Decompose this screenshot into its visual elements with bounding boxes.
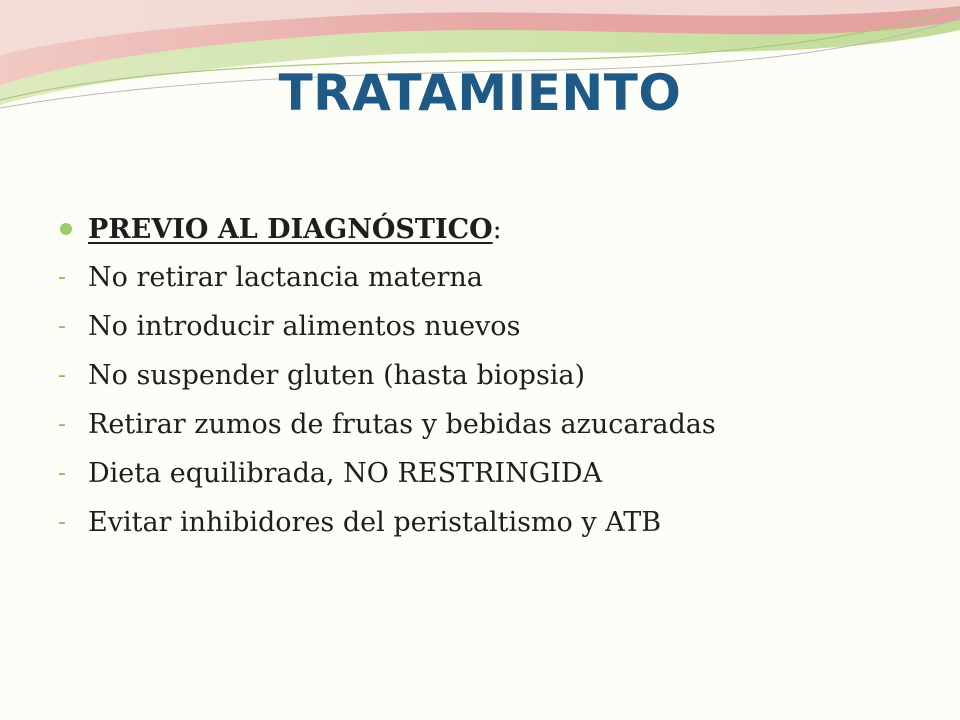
dash-icon: - (58, 314, 66, 339)
list-item (58, 400, 938, 449)
dash-icon: - (58, 265, 66, 290)
bullet-dot-icon (60, 223, 72, 235)
dash-icon: - (58, 510, 66, 535)
list-item-text: Retirar zumos de frutas y bebidas azucaradas (88, 409, 716, 440)
dash-icon: - (58, 412, 66, 437)
section-heading: PREVIO AL DIAGNÓSTICO (88, 213, 493, 245)
page-title: TRATAMIENTO (278, 64, 682, 122)
list-item (58, 302, 938, 351)
dash-icon: - (58, 363, 66, 388)
list-item (58, 351, 938, 400)
dash-icon: - (58, 461, 66, 486)
treatment-list (58, 253, 938, 547)
section-heading-colon: : (492, 213, 502, 245)
list-item (58, 449, 938, 498)
list-item-text: Dieta equilibrada, NO RESTRINGIDA (88, 458, 603, 489)
list-item (58, 253, 938, 302)
list-item-text: No introducir alimentos nuevos (88, 311, 521, 342)
list-item-text: No retirar lactancia materna (88, 262, 483, 293)
list-item (58, 498, 938, 547)
list-item-text: No suspender gluten (hasta biopsia) (88, 360, 586, 391)
list-item-text: Evitar inhibidores del peristaltismo y ATB (88, 507, 662, 538)
slide-content (58, 205, 938, 547)
section-heading-row (58, 205, 938, 253)
